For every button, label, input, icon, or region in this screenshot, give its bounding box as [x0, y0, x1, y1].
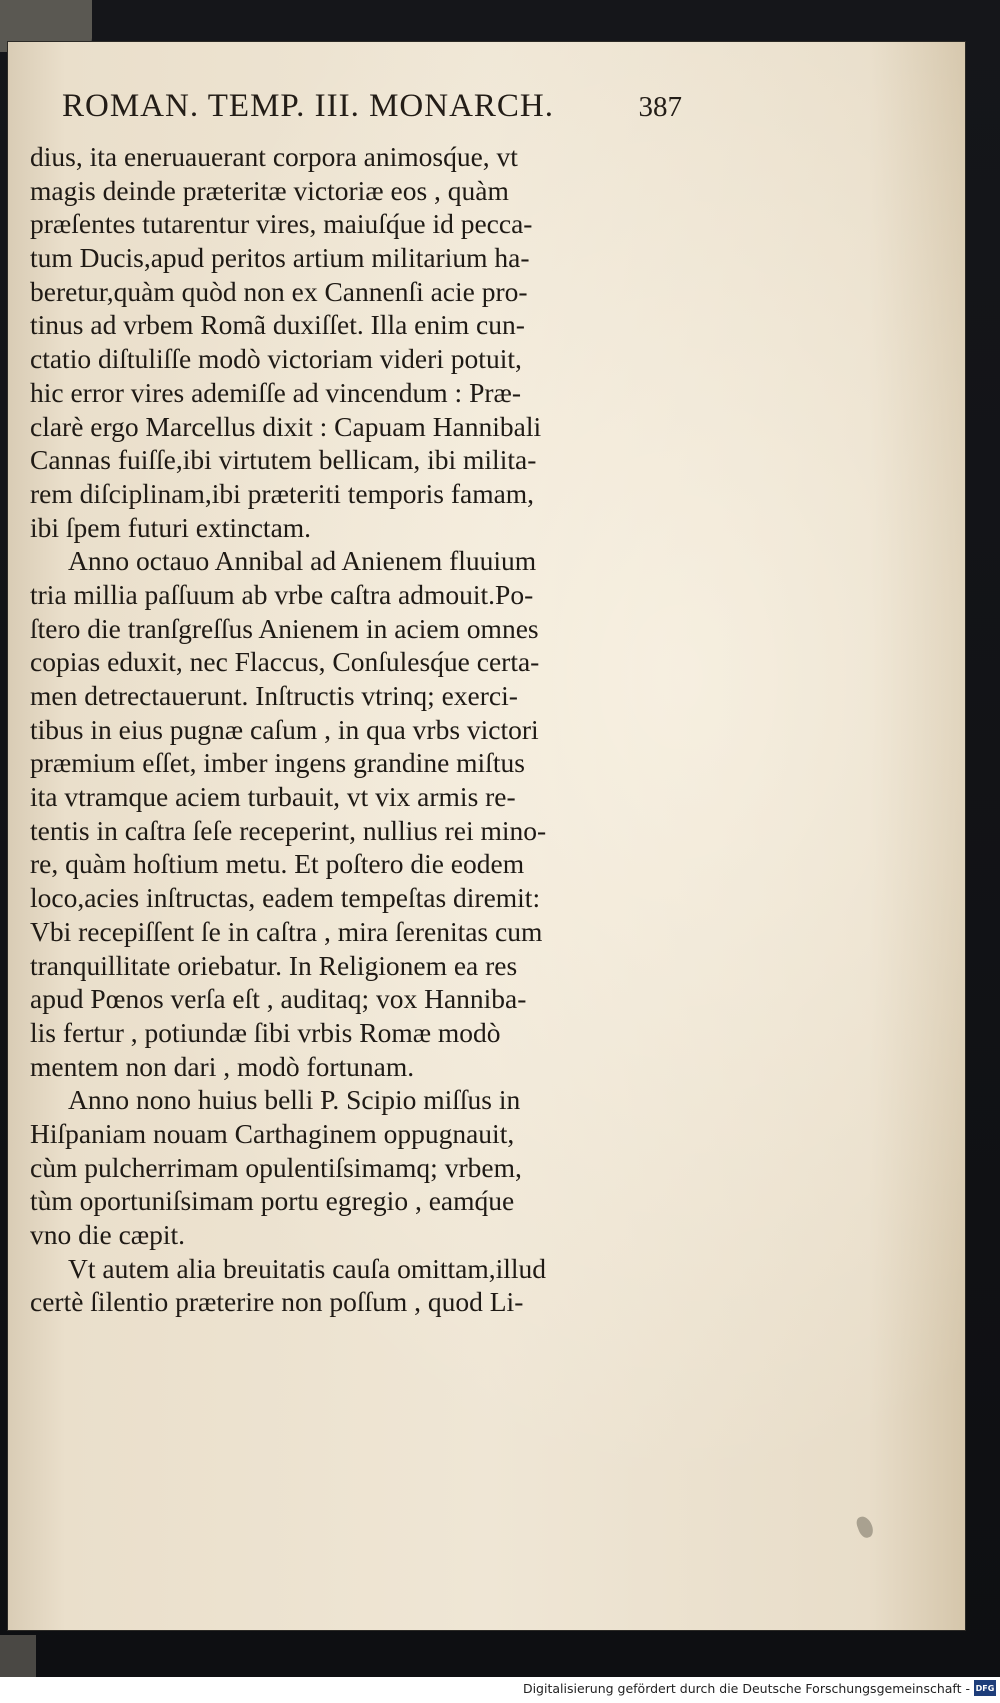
text-line: men detrectauerunt. Inſtructis vtrinq; exerci- [30, 680, 518, 711]
text-line: hic error vires ademiſſe ad vincendum : Præ- [30, 376, 522, 408]
text-line: tinus ad vrbem Romã duxiſſet. Illa enim cun- [30, 309, 525, 341]
text-line: apud Pœnos verſa eſt , auditaq; vox Hanniba- [30, 983, 527, 1015]
text-line: Cannas fuiſſe,ibi virtutem bellicam, ibi milita- [30, 444, 537, 476]
text-line: vno die cæpit. [30, 1219, 186, 1250]
text-line: Vt autem alia breuitatis cauſa omittam,illud [68, 1252, 547, 1284]
text-line: ita vtramque aciem turbauit, vt vix armis re- [30, 781, 516, 813]
page-number: 387 [638, 91, 682, 123]
text-line: tentis in caſtra ſeſe receperint, nullius rei mino- [30, 814, 547, 846]
text-line: clarè ergo Marcellus dixit : Capuam Hannibali [30, 410, 542, 442]
text-line: ctatio diſtuliſſe modò victoriam videri potuit, [30, 343, 522, 375]
text-line: Hiſpaniam nouam Carthaginem oppugnauit, [30, 1117, 515, 1149]
text-line: magis deinde præteritæ victoriæ eos , quàm [30, 174, 509, 206]
dfg-logo: DFG [974, 1680, 996, 1696]
text-line: Anno octauo Annibal ad Anienem fluuium [68, 545, 537, 577]
text-line: tùm oportuniſsimam portu egregio , eamq́ue [30, 1185, 515, 1217]
text-line: Vbi recepiſſent ſe in caſtra , mira ſerenitas cum [30, 915, 543, 947]
text-line: cùm pulcherrimam opulentiſsimamq; vrbem, [30, 1151, 522, 1183]
text-line: tranquillitate oriebatur. In Religionem ea res [30, 949, 518, 981]
text-line: tibus in eius pugnæ caſum , in qua vrbs victori [30, 713, 539, 745]
digitization-credit: Digitalisierung gefördert durch die Deutsche Forschungsgemeinschaft - [522, 1681, 970, 1696]
text-line: loco,acies inſtructas, eadem tempeſtas diremit: [30, 882, 541, 914]
text-line: ſtero die tranſgreſſus Anienem in aciem omnes [30, 612, 539, 644]
text-line: copias eduxit, nec Flaccus, Conſulesq́ue certa- [30, 646, 540, 678]
text-line: certè ſilentio præterire non poſſum , quod Li- [30, 1286, 524, 1318]
scan-tab-bottom [0, 1635, 36, 1677]
text-line: re, quàm hoſtium metu. Et poſtero die eodem [30, 848, 525, 880]
text-line: præmium eſſet, imber ingens grandine miſtus [30, 747, 525, 779]
text-line: præſentes tutarentur vires, maiuſq́ue id pecca- [30, 208, 533, 240]
text-line: tum Ducis,apud peritos artium militarium ha- [30, 242, 530, 274]
text-line: mentem non dari , modò fortunam. [30, 1050, 415, 1082]
body-text [30, 140, 674, 1319]
text-line: ibi ſpem futuri extinctam. [30, 511, 312, 543]
text-line: beretur,quàm quòd non ex Cannenſi acie pro- [30, 275, 528, 307]
text-line: lis fertur , potiundæ ſibi vrbis Romæ modò [30, 1016, 501, 1048]
footer-bar [0, 1677, 1000, 1703]
text-line: tria millia paſſuum ab vrbe caſtra admouit.Po- [30, 578, 534, 610]
text-line: rem diſciplinam,ibi præteriti temporis famam, [30, 477, 535, 509]
text-line: Anno nono huius belli P. Scipio miſſus in [68, 1084, 521, 1116]
text-line: dius, ita eneruauerant corpora animosq́ue, vt [30, 141, 518, 172]
page-header [62, 88, 682, 125]
running-title: ROMAN. TEMP. III. MONARCH. [62, 88, 555, 124]
